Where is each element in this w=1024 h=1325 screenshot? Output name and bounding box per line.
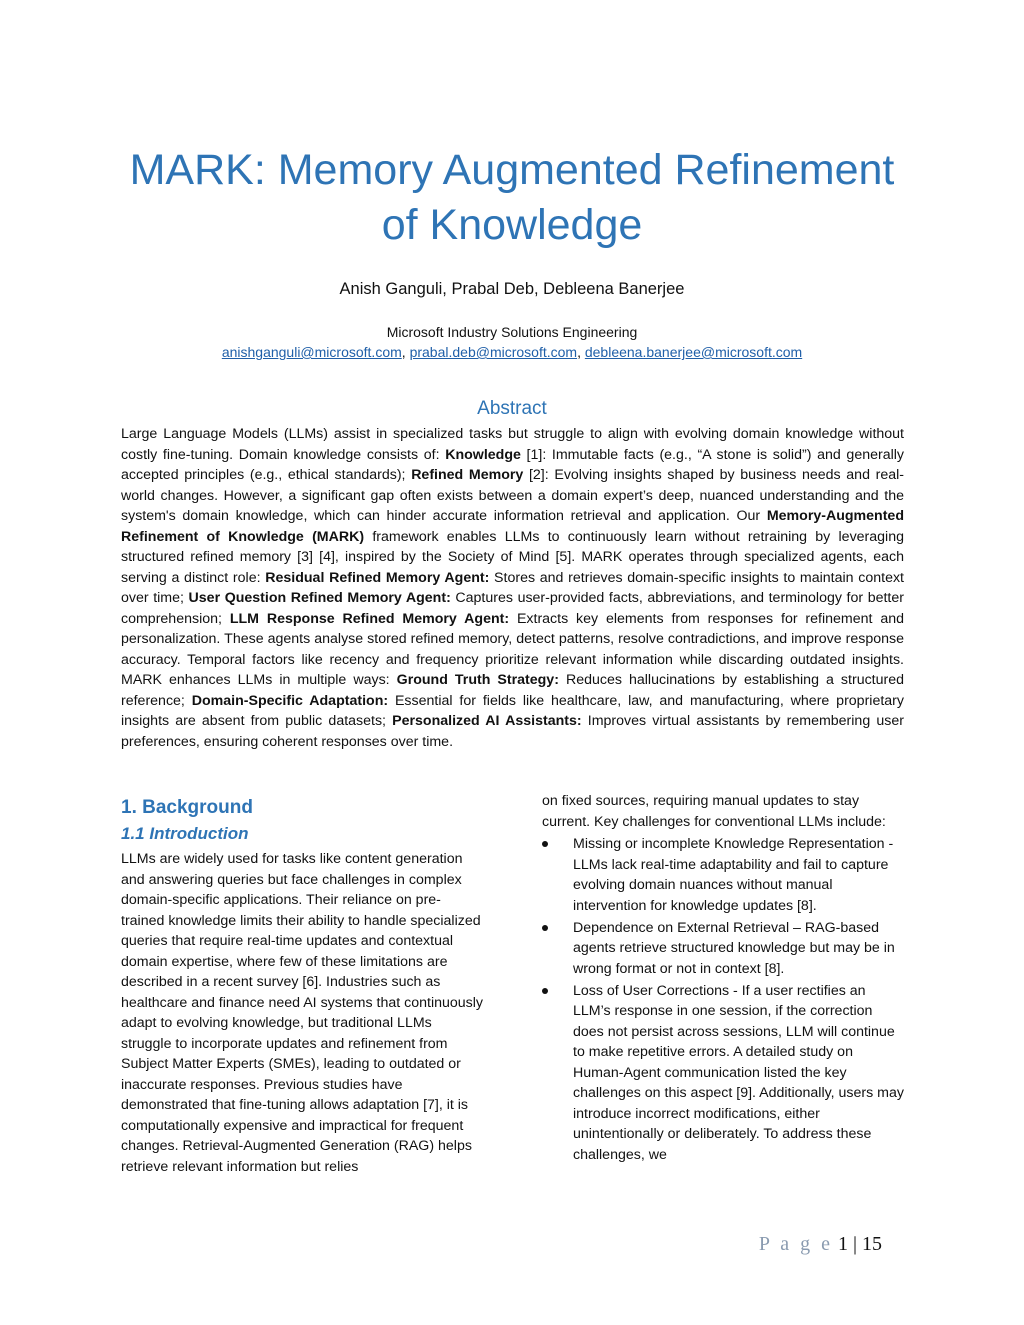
- challenges-list: [542, 834, 904, 1165]
- title-line-2: of Knowledge: [381, 201, 643, 249]
- abstract-segment: Large Language Models (LLMs) assist in specialized tasks but struggle to align with evolving domain knowledge without costly fine-tuning. Domain knowledge consists of:: [121, 426, 904, 463]
- abstract-segment: [2]: Evolving insights shaped by business needs and real-world changes. However, a significant gap often exists between a domain expert’s deep, nuanced understanding and the system's domain knowledge, which can hinder accurate information retrieval and application. Our: [121, 467, 905, 524]
- abstract-segment: [1]: Immutable facts (e.g., “A stone is solid”) and generally accepted principles (e.g., ethical standards);: [121, 446, 904, 483]
- bullet-icon: [542, 841, 548, 847]
- abstract-term-mark: Memory-Augmented Refinement of Knowledge (MARK): [121, 508, 904, 545]
- author-list: Anish Ganguli, Prabal Deb, Debleena Banerjee: [339, 280, 685, 298]
- abstract-term-personalized-assistants: Personalized AI Assistants:: [392, 713, 582, 729]
- abstract-heading: Abstract: [477, 398, 547, 419]
- abstract-segment: Captures user-provided facts, abbreviations, and terminology for better comprehension;: [121, 590, 904, 627]
- abstract-segment: Improves virtual assistants by remembering user preferences, ensuring coherent responses over time.: [121, 713, 904, 750]
- abstract-term-llm-response-agent: LLM Response Refined Memory Agent:: [229, 610, 510, 627]
- subsection-heading: 1.1 Introduction: [121, 824, 249, 843]
- page-total: 15: [862, 1233, 882, 1255]
- list-item: [542, 834, 904, 916]
- email-link-3[interactable]: debleena.banerjee@microsoft.com: [584, 344, 803, 360]
- bullet-icon: [542, 988, 548, 994]
- email-separator: ,: [401, 344, 410, 360]
- abstract-term-residual-agent: Residual Refined Memory Agent:: [265, 569, 490, 586]
- abstract-segment: framework enables LLMs to continuously learn without retraining by leveraging structured refined memory [3] [4], inspired by the Society of Mind [5]. MARK operates through specialized agents, each serving a distinct role:: [121, 528, 904, 586]
- affiliation: Microsoft Industry Solutions Engineering: [386, 324, 638, 340]
- list-item-text: Loss of User Corrections - If a user rectifies an LLM’s response in one session, if the correction does not persist across sessions, LLM will continue to make repetitive errors. A detailed study on Human-Agent communication listed the key challenges on this aspect [9]. Additionally, users may introduce incorrect modifications, either unintentionally or deliberately. To address these challenges, we: [573, 982, 904, 1163]
- title-line-1: MARK: Memory Augmented Refinement: [129, 146, 895, 194]
- email-list: [0, 344, 1024, 360]
- abstract-term-ground-truth: Ground Truth Strategy:: [396, 672, 559, 688]
- left-column: [121, 795, 483, 1177]
- email-link-2[interactable]: prabal.deb@microsoft.com: [409, 344, 578, 360]
- list-item: [542, 918, 904, 980]
- bullet-icon: [542, 925, 548, 931]
- page-label: P a g e: [758, 1233, 833, 1255]
- abstract-term-knowledge: Knowledge: [445, 446, 521, 463]
- abstract-term-domain-adaptation: Domain-Specific Adaptation:: [191, 692, 389, 709]
- list-item-text: Dependence on External Retrieval – RAG-based agents retrieve structured knowledge but may be in wrong format or not in context [8].: [573, 919, 895, 977]
- right-column: [542, 791, 904, 1167]
- email-separator: ,: [577, 344, 585, 360]
- abstract-segment: Stores and retrieves domain-specific insights to maintain context over time;: [121, 569, 904, 606]
- abstract-segment: Extracts key elements from responses for refinement and personalization. These agents analyse stored refined memory, detect patterns, resolve contradictions, and improve response accuracy. Temporal factors like recency and frequency prioritize relevant information while discarding outdated insights. MARK enhances LLMs in multiple ways:: [121, 610, 905, 688]
- page-separator: |: [847, 1233, 862, 1255]
- email-link-1[interactable]: anishganguli@microsoft.com: [221, 344, 402, 360]
- abstract-term-refined-memory: Refined Memory: [411, 467, 524, 483]
- abstract-segment: Reduces hallucinations by establishing a structured reference;: [121, 672, 905, 709]
- list-item: [542, 981, 904, 1166]
- abstract-segment: Essential for fields like healthcare, law, and manufacturing, where proprietary insights are absent from public datasets;: [121, 692, 904, 729]
- challenges-intro: on fixed sources, requiring manual updates to stay current. Key challenges for conventional LLMs include:: [542, 793, 886, 830]
- list-item-text: Missing or incomplete Knowledge Representation - LLMs lack real-time adaptability and fail to capture evolving domain nuances without manual intervention for knowledge updates [8].: [573, 836, 894, 914]
- page-number: 1: [837, 1233, 848, 1255]
- page-footer: [759, 1233, 882, 1256]
- intro-paragraph: LLMs are widely used for tasks like content generation and answering queries but face challenges in complex domain-specific applications. Their reliance on pre-trained knowledge limits their ability to handle specialized queries that require real-time updates and contextual domain expertise, where few of these limitations are described in a recent survey [6]. Industries such as healthcare and finance need AI systems that continuously adapt to evolving knowledge, but traditional LLMs struggle to incorporate updates and refinement from Subject Matter Experts (SMEs), leading to outdated or inaccurate responses. Previous studies have demonstrated that fine-tuning allows adaptation [7], it is computationally expensive and impractical for frequent changes. Retrieval-Augmented Generation (RAG) helps retrieve relevant information but relies: [121, 851, 484, 1175]
- abstract-body: [121, 424, 904, 752]
- section-heading: 1. Background: [121, 797, 253, 818]
- paper-title: [0, 143, 1024, 253]
- abstract-term-user-question-agent: User Question Refined Memory Agent:: [188, 590, 451, 606]
